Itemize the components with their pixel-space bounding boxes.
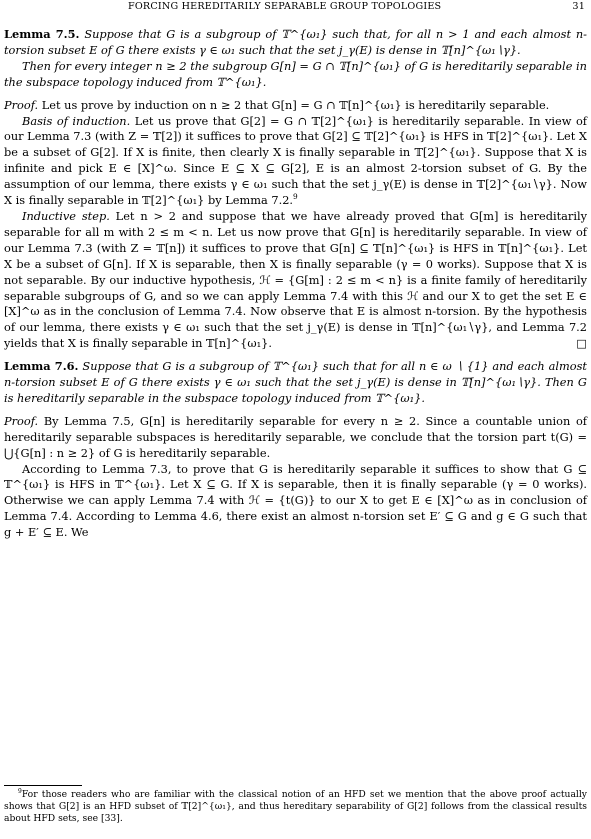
proof-7-5-step bbox=[4, 209, 587, 352]
footnote-mark: 9 bbox=[18, 787, 22, 795]
basis-text: Let us prove that G[2] = G ∩ 𝕋[2]^{ω₁} is hereditarily separable. In view of our Lemma 7.3 (with Z = 𝕋[2]) it suffices to prove that G[2] ⊆ 𝕋[2]^{ω₁} is HFS in 𝕋[2]^{ω₁}. Let X be a subset of G[2]. If X is finite, then clearly X is finally separable in 𝕋[2]^{ω₁}. Suppose that X is infinite and pick E ∈ [X]^ω. Since E ⊆ X ⊆ G[2], E is an almost 2-torsion subset of G. By the assumption of our lemma, there exists γ ∈ ω₁ such that the set j_γ(E) is dense in 𝕋[2]^{ω₁∖γ}. Now X is finally separable in 𝕋[2]^{ω₁} by Lemma 7.2. bbox=[4, 113, 587, 208]
basis-head: Basis of induction. bbox=[22, 113, 131, 128]
footnote-text: For those readers who are familiar with the classical notion of an HFD set we mention that the above proof actually shows that G[2] is an HFD subset of 𝕋[2]^{ω₁}, and thus hereditary separability of G[2] follows from the classical results about HFD sets, see [33]. bbox=[4, 789, 587, 824]
lemma-7-6 bbox=[4, 359, 587, 407]
proof-7-5-basis bbox=[4, 114, 587, 209]
footnote bbox=[4, 789, 587, 825]
lemma-7-6-statement: Suppose that G is a subgroup of 𝕋^{ω₁} such that for all n ∈ ω ∖ {1} and each almost n-torsion subset E of G there exists γ ∈ ω₁ such that the set j_γ(E) is dense in 𝕋[n]^{ω₁∖γ}. Then G is hereditarily separable in the subspace topology induced from 𝕋^{ω₁}. bbox=[4, 359, 587, 405]
step-head: Inductive step. bbox=[22, 208, 110, 223]
lemma-7-5 bbox=[4, 27, 587, 59]
proof-7-6-intro bbox=[4, 414, 587, 462]
proof-7-6-p2: According to Lemma 7.3, to prove that G is hereditarily separable it suffices to show that G ⊆ 𝕋^{ω₁} is HFS in 𝕋^{ω₁}. Let X ⊆ G. If X is separable, then it is finally separable (γ = 0 works). Otherwise we can apply Lemma 7.4 with ℋ = {t(G)} to our X to get E ∈ [X]^ω as in conclusion of Lemma 7.4. According to Lemma 4.6, there exist an almost n-torsion set E′ ⊆ G and g ∈ G such that g + E′ ⊆ E. We bbox=[4, 461, 587, 540]
page-number: 31 bbox=[572, 1, 585, 12]
lemma-7-5-statement: Suppose that G is a subgroup of 𝕋^{ω₁} such that, for all n > 1 and each almost n-torsion subset E of G there exists γ ∈ ω₁ such that the set j_γ(E) is dense in 𝕋[n]^{ω₁∖γ}. bbox=[4, 27, 588, 57]
lemma-7-5-conclusion: Then for every integer n ≥ 2 the subgroup G[n] = G ∩ 𝕋[n]^{ω₁} of G is hereditarily separable in the subspace topology induced from 𝕋^{ω₁}. bbox=[4, 58, 587, 89]
main-text bbox=[4, 27, 587, 541]
lemma-7-6-head: Lemma 7.6. bbox=[4, 359, 79, 374]
proof-7-6-head: Proof. bbox=[4, 413, 39, 428]
proof-7-5-intro bbox=[4, 98, 587, 114]
footnote-ref: 9 bbox=[293, 192, 298, 202]
lemma-7-5-head: Lemma 7.5. bbox=[4, 27, 80, 41]
step-text: Let n > 2 and suppose that we have already proved that G[m] is hereditarily separable for all m with 2 ≤ m < n. Let us now prove that G[n] is hereditarily separable. In view of our Lemma 7.3 (with Z = 𝕋[n]) it suffices to prove that G[n] ⊆ 𝕋[n]^{ω₁} is HFS in 𝕋[n]^{ω₁}. Let X be a subset of G[n]. If X is separable, then X is finally separable (γ = 0 works). Suppose that X is not separable. By our inductive hypothesis, ℋ = {G[m] : 2 ≤ m < n} is a finite family of hereditarily separable subgroups of G, and so we can apply Lemma 7.4 with this ℋ and our X to get the set E ∈ [X]^ω as in the conclusion of Lemma 7.4. Now observe that E is almost n-torsion. By the hypothesis of our lemma, there exists γ ∈ ω₁ such that the set j_γ(E) is dense in 𝕋[n]^{ω₁∖γ}, and Lemma 7.2 yields that X is finally separable in 𝕋[n]^{ω₁}. bbox=[4, 208, 588, 351]
qed-mark: □ bbox=[576, 336, 587, 351]
proof-7-5-head: Proof. bbox=[4, 97, 39, 112]
proof-7-5-p1: Let us prove by induction on n ≥ 2 that G[n] = G ∩ 𝕋[n]^{ω₁} is hereditarily separable. bbox=[41, 97, 550, 112]
proof-7-6-p1: By Lemma 7.5, G[n] is hereditarily separable for every n ≥ 2. Since a countable union of hereditarily separable subspaces is hereditarily separable, we conclude that the torsion part t(G) = ⋃{G[n] : n ≥ 2} of G is hereditarily separable. bbox=[4, 413, 588, 460]
running-header bbox=[0, 1, 591, 13]
footnote-rule bbox=[4, 785, 82, 786]
running-title: FORCING HEREDITARILY SEPARABLE GROUP TOPOLOGIES bbox=[128, 1, 442, 12]
